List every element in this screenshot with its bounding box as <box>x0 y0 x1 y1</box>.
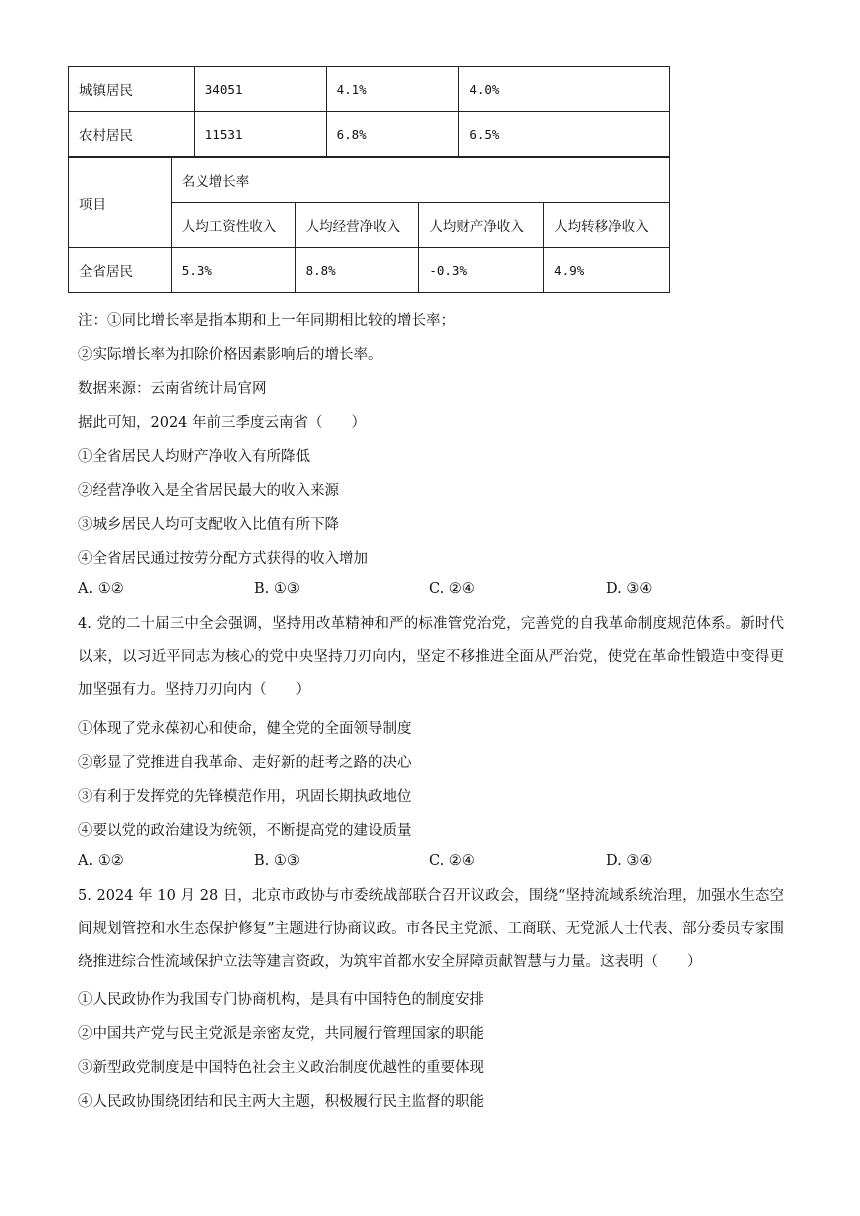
column-header: 人均经营净收入 <box>295 203 419 248</box>
note-1: 注：①同比增长率是指本期和上一年同期相比较的增长率； <box>78 313 455 329</box>
income-table-top <box>68 66 670 157</box>
group-header: 名义增长率 <box>171 158 669 203</box>
q5-item: ①人民政协作为我国专门协商机构，是具有中国特色的制度安排 <box>78 992 484 1008</box>
q4-item: ①体现了党永葆初心和使命，健全党的全面领导制度 <box>78 721 412 737</box>
table-cell: 34051 <box>194 67 326 112</box>
option-d[interactable]: D. ③④ <box>606 853 653 869</box>
option-c[interactable]: C. ②④ <box>429 853 475 869</box>
table-cell: 8.8% <box>295 248 419 293</box>
question-4-stem: 4. 党的二十届三中全会强调，坚持用改革精神和严的标准管党治党，完善党的自我革命制度规范体系。新时代以来，以习近平同志为核心的党中央坚持刀刃向内，坚定不移推进全面从严治党，使党在革命性锻造中变得更加坚强有力。坚持刀刃向内（ ） <box>78 616 784 698</box>
column-header: 人均转移净收入 <box>544 203 670 248</box>
table-cell: 4.0% <box>459 67 670 112</box>
income-growth-table <box>68 157 670 293</box>
q4-item: ④要以党的政治建设为统领，不断提高党的建设质量 <box>78 823 412 839</box>
q3-item: ④全省居民通过按劳分配方式获得的收入增加 <box>78 551 368 567</box>
table-row <box>69 67 670 112</box>
option-c[interactable]: C. ②④ <box>429 581 475 597</box>
table-cell: 5.3% <box>171 248 295 293</box>
table-cell: -0.3% <box>419 248 544 293</box>
q5-item: ③新型政党制度是中国特色社会主义政治制度优越性的重要体现 <box>78 1060 484 1076</box>
column-header: 人均财产净收入 <box>419 203 544 248</box>
row-label: 城镇居民 <box>69 67 195 112</box>
q5-item: ②中国共产党与民主党派是亲密友党，共同履行管理国家的职能 <box>78 1026 484 1042</box>
question-5-stem: 5. 2024 年 10 月 28 日，北京市政协与市委统战部联合召开议政会，围绕“坚持流域系统治理，加强水生态空间规划管控和水生态保护修复”主题进行协商议政。市各民主党派、工商联、无党派人士代表、部分委员专家围绕推进综合性流域保护立法等建言资政，为筑牢首都水安全屏障贡献智慧与力量。这表明（ ） <box>78 888 784 970</box>
q3-item: ①全省居民人均财产净收入有所降低 <box>78 449 310 465</box>
table-row <box>69 112 670 157</box>
table-header-row <box>69 158 670 203</box>
question-3-stem: 据此可知，2024 年前三季度云南省（ ） <box>78 415 367 431</box>
q3-item: ②经营净收入是全省居民最大的收入来源 <box>78 483 339 499</box>
q3-item: ③城乡居民人均可支配收入比值有所下降 <box>78 517 339 533</box>
table-cell: 6.5% <box>459 112 670 157</box>
q4-item: ③有利于发挥党的先锋模范作用，巩固长期执政地位 <box>78 789 412 805</box>
option-b[interactable]: B. ①③ <box>254 581 300 597</box>
column-header: 人均工资性收入 <box>171 203 295 248</box>
table-row <box>69 248 670 293</box>
table-cell: 4.9% <box>544 248 670 293</box>
option-d[interactable]: D. ③④ <box>606 581 653 597</box>
table-cell: 4.1% <box>326 67 459 112</box>
row-label: 农村居民 <box>69 112 195 157</box>
option-a[interactable]: A. ①② <box>78 853 124 869</box>
table-cell: 11531 <box>194 112 326 157</box>
option-a[interactable]: A. ①② <box>78 581 124 597</box>
data-source: 数据来源：云南省统计局官网 <box>78 381 267 397</box>
q4-item: ②彰显了党推进自我革命、走好新的赶考之路的决心 <box>78 755 412 771</box>
row-label: 全省居民 <box>69 248 172 293</box>
note-2: ②实际增长率为扣除价格因素影响后的增长率。 <box>78 347 383 363</box>
row-header: 项目 <box>69 158 172 248</box>
q5-item: ④人民政协围绕团结和民主两大主题，积极履行民主监督的职能 <box>78 1094 484 1110</box>
table-cell: 6.8% <box>326 112 459 157</box>
option-b[interactable]: B. ①③ <box>254 853 300 869</box>
